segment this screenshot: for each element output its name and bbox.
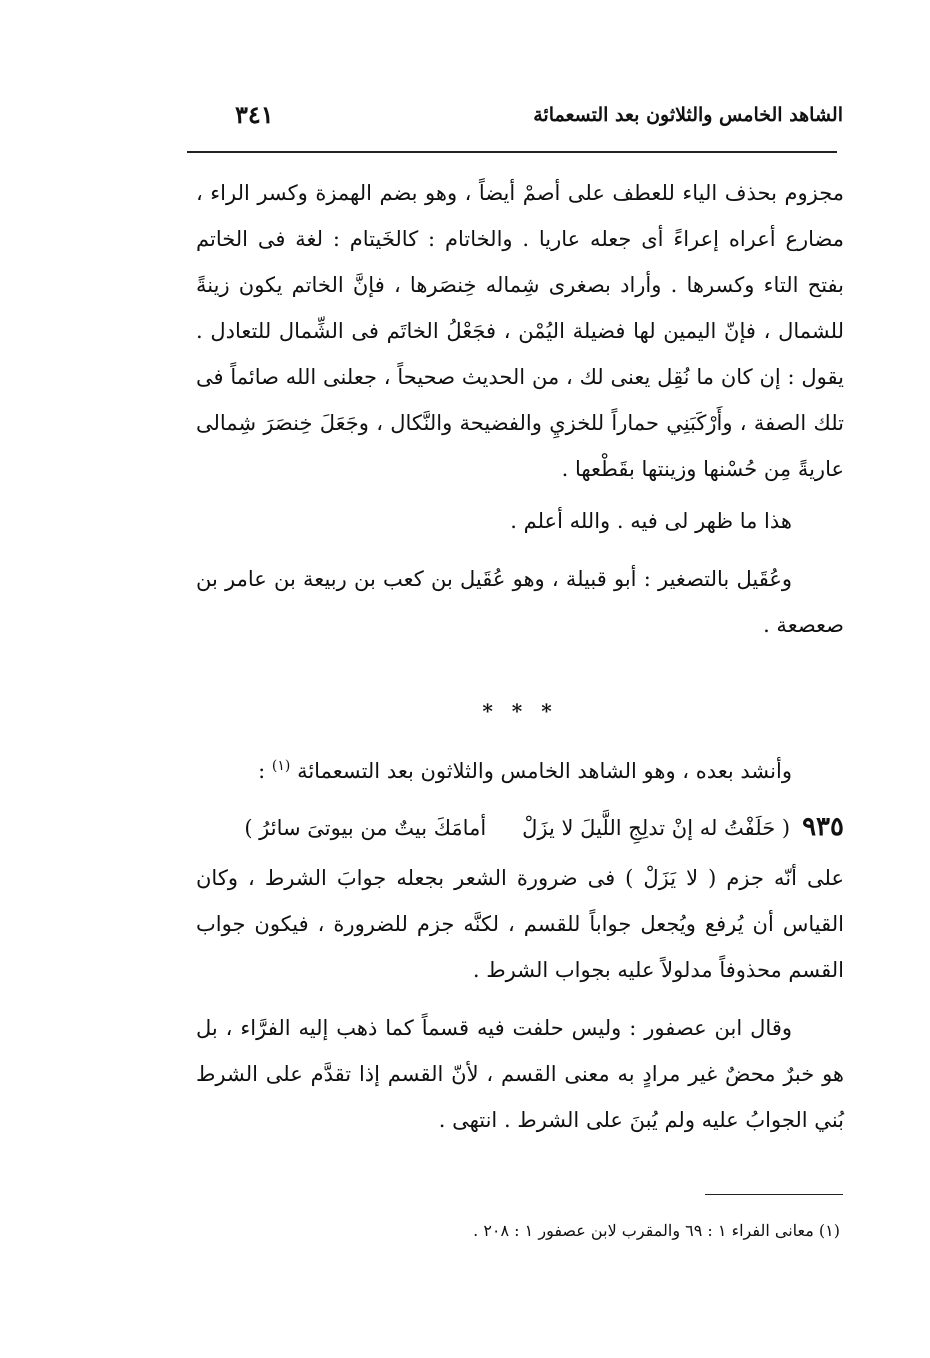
verse-first-hemistich: ( حَلَفْتُ له إنْ تدلِجِ اللَّيلَ لا يزَلْ: [522, 816, 791, 840]
footnote: (١) معانى الفراء ١ : ٦٩ والمقرب لابن عصفور ١ : ٢٠٨ .: [473, 1221, 840, 1240]
section-separator: * * *: [482, 699, 558, 723]
page-number: ٣٤١: [235, 100, 274, 129]
verse-number: ٩٣٥: [802, 812, 844, 842]
grammar-explanation-paragraph: على أنّه جزم ( لا يَزَلْ ) فى ضرورة الشعر بجعله جوابَ الشرط ، وكان القياس أن يُرفع ويُجعل جواباً للقسم ، لكنَّه جزم للضرورة ، فيكون جواب القسم محذوفاً مدلولاً عليه بجواب الشرط .: [196, 866, 844, 982]
verse-line: [196, 804, 844, 851]
verse-intro-text: وأنشد بعده ، وهو الشاهد الخامس والثلاثون بعد التسعمائة: [297, 759, 792, 783]
concluding-remark: هذا ما ظهر لى فيه . والله أعلم .: [510, 509, 792, 533]
tribe-note-paragraph: وعُقَيل بالتصغير : أبو قبيلة ، وهو عُقَيل بن كعب بن ربيعة بن عامر بن صعصعة .: [196, 567, 844, 637]
running-head: [187, 100, 843, 132]
main-text: [196, 170, 844, 1143]
commentary-paragraph: مجزوم بحذف الياء للعطف على أصمْ أيضاً ، وهو بضم الهمزة وكسر الراء ، مضارع أعراه إعراءً أى جعله عاريا . والخاتام : كالخَيتام : لغة فى الخاتم بفتح التاء وكسرها . وأراد بصغرى شِماله خِنصَرها ، فإنَّ الخاتم يكون زينةً للشمال ، فإنّ اليمين لها فضيلة اليُمْن ، فجَعْلُ الخاتَم فى الشِّمال للتعادل . يقول : إن كان ما نُقِل يعنى لك ، من الحديث صحيحاً ، جعلنى الله صائماً فى تلك الصفة ، وأَرْكَبَنِي حماراً للخزيِ والفضيحة والنَّكال ، وجَعَلَ خِنصَرَ شِمالى عاريةً مِن حُسْنها وزينتها بقَطْعها .: [196, 181, 844, 481]
verse-intro-paragraph: [196, 748, 844, 794]
header-rule: [187, 151, 837, 153]
verse-intro-colon: :: [258, 759, 272, 783]
footnote-rule: [705, 1194, 843, 1195]
footnote-reference[interactable]: (١): [271, 758, 291, 774]
ibn-usfur-quote-paragraph: وقال ابن عصفور : وليس حلفت فيه قسماً كما ذهب إليه الفرَّاء ، بل هو خبرٌ محضٌ غير مرادٍ به معنى القسم ، لأنّ القسم إذا تقدَّم على الشرط بُني الجوابُ عليه ولم يُبنَ على الشرط . انتهى .: [196, 1016, 844, 1132]
running-title: الشاهد الخامس والثلاثون بعد التسعمائة: [533, 104, 843, 126]
verse-second-hemistich: أمامَكَ بيتٌ من بيوتىَ سائرُ ): [244, 816, 487, 840]
